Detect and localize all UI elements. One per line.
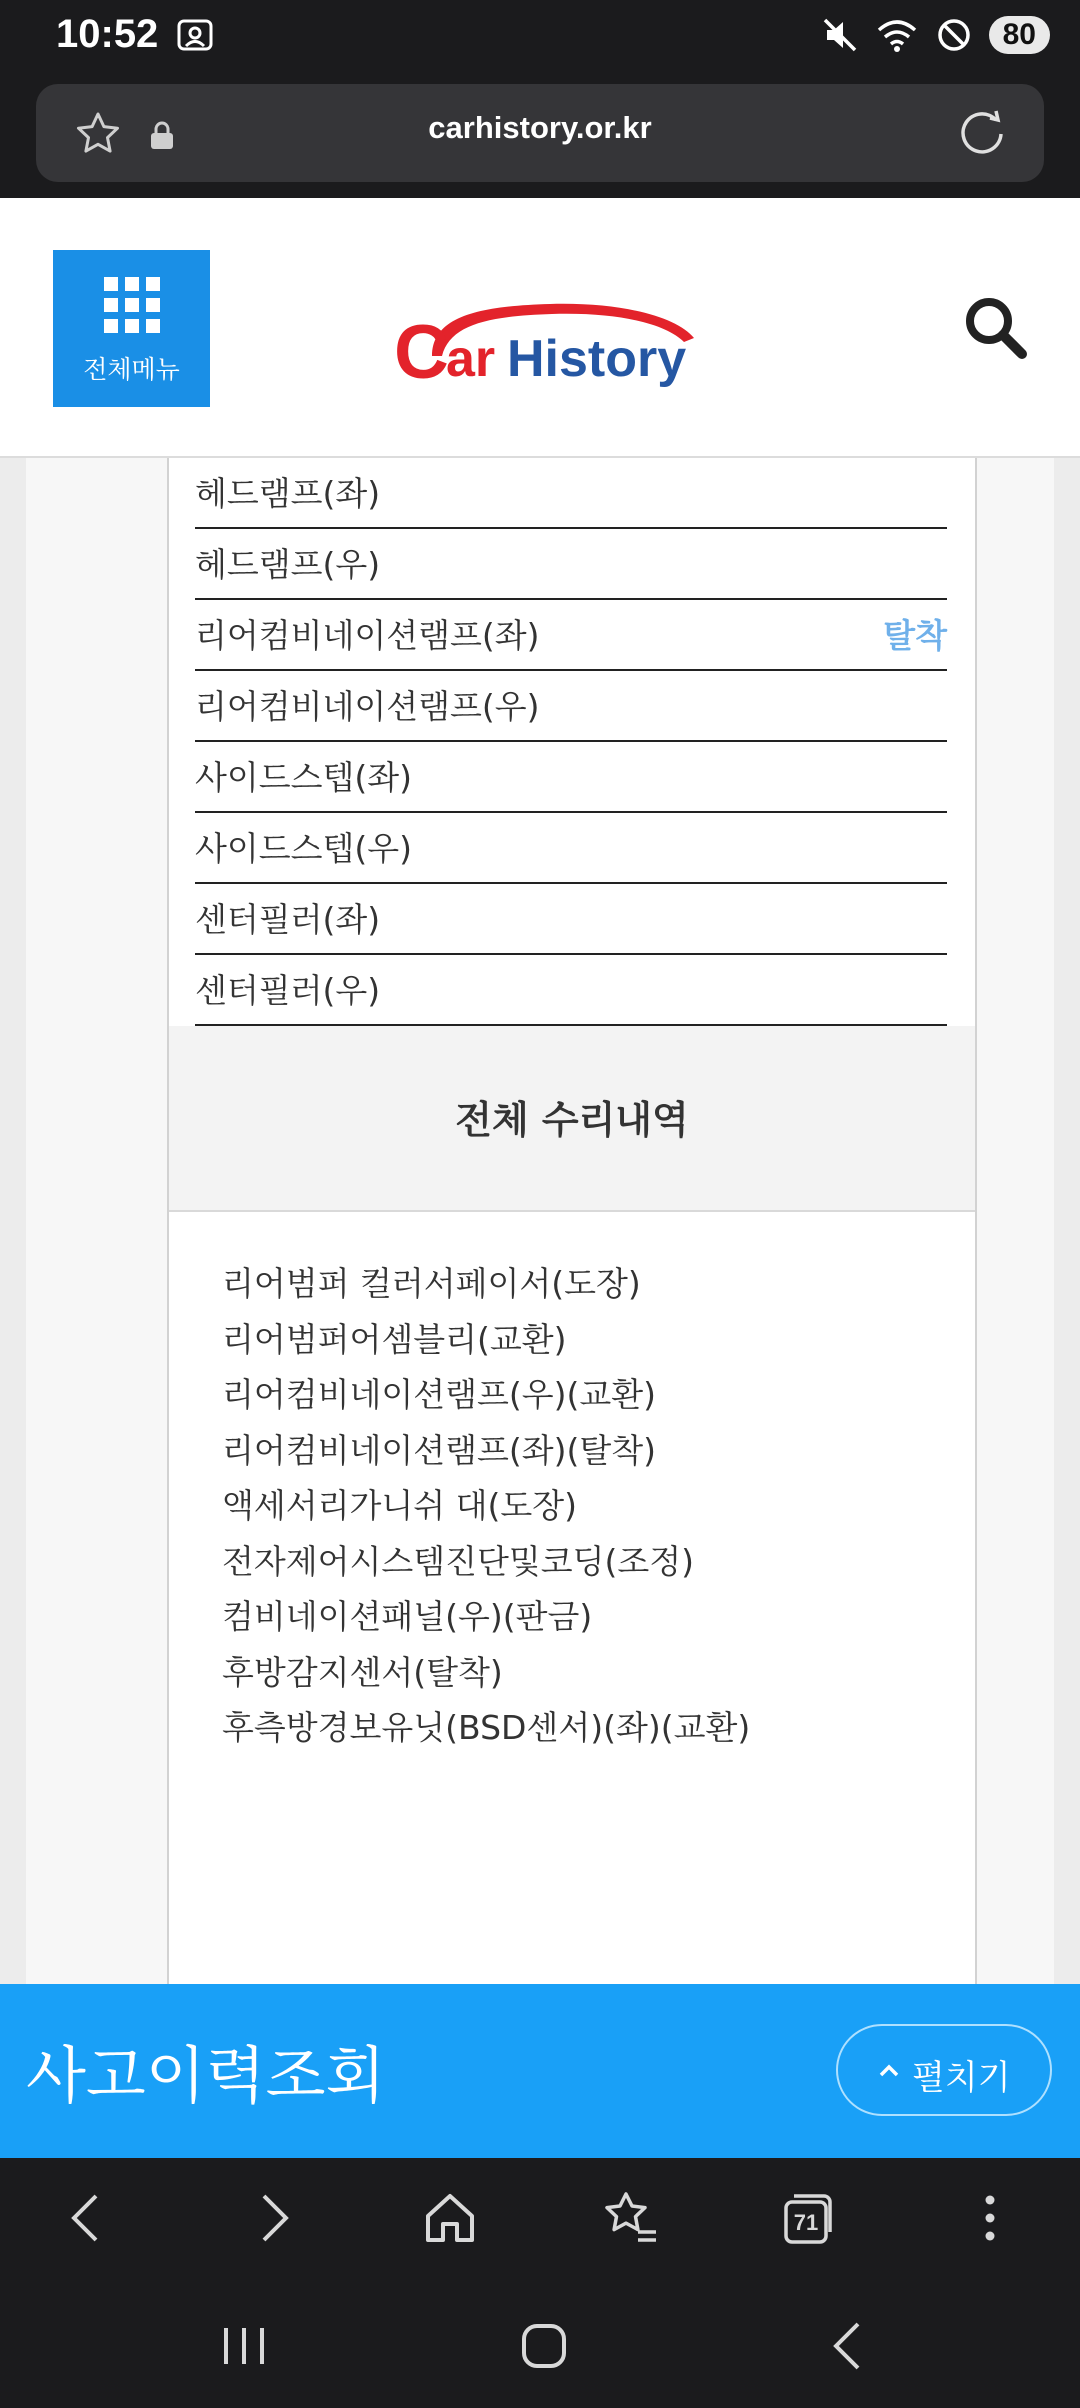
forward-icon[interactable] bbox=[242, 2188, 302, 2248]
part-row bbox=[195, 456, 947, 529]
part-row bbox=[195, 529, 947, 600]
tabs-icon[interactable] bbox=[778, 2188, 838, 2248]
do-not-disturb-icon bbox=[935, 16, 973, 54]
repair-item: 후방감지센서(탈착) bbox=[222, 1652, 503, 1692]
part-row bbox=[195, 600, 947, 671]
repair-history-header bbox=[169, 1026, 975, 1212]
expand-button[interactable] bbox=[836, 2024, 1052, 2116]
main-content bbox=[0, 456, 1080, 1984]
repair-item: 컴비네이션패널(우)(판금) bbox=[222, 1597, 593, 1636]
all-menu-label: 전체메뉴 bbox=[83, 355, 180, 384]
part-row bbox=[195, 742, 947, 813]
status-bar bbox=[0, 0, 1080, 70]
grid-icon bbox=[102, 275, 162, 335]
repair-item: 후측방경보유닛(BSD센서)(좌)(교환) bbox=[222, 1708, 751, 1747]
repair-history-list bbox=[222, 1256, 750, 1756]
repair-item: 액세서리가니쉬 대(도장) bbox=[222, 1486, 578, 1525]
expand-label: 펼치기 bbox=[912, 2058, 1011, 2098]
part-row bbox=[195, 671, 947, 742]
tab-count: 71 bbox=[793, 2210, 819, 2235]
part-name: 센터필러(좌) bbox=[195, 900, 381, 939]
screen-record-icon bbox=[176, 16, 214, 54]
repair-item: 리어컴비네이션램프(우)(교환) bbox=[222, 1375, 657, 1414]
mute-icon bbox=[821, 16, 859, 54]
part-row bbox=[195, 955, 947, 1026]
part-status: 탈착 bbox=[883, 616, 947, 655]
home-icon[interactable] bbox=[420, 2188, 480, 2248]
back-icon[interactable] bbox=[58, 2188, 118, 2248]
bookmarks-icon[interactable] bbox=[600, 2188, 660, 2248]
chevron-up-icon bbox=[878, 2062, 900, 2078]
system-navigation-bar bbox=[0, 2278, 1080, 2408]
url-text[interactable]: carhistory.or.kr bbox=[428, 110, 652, 145]
repair-item: 리어범퍼어셈블리(교환) bbox=[222, 1319, 567, 1359]
status-icons bbox=[821, 12, 1050, 58]
repair-history-title: 전체 수리내역 bbox=[455, 1098, 689, 1142]
search-icon[interactable] bbox=[962, 294, 1028, 360]
home-circle-icon[interactable] bbox=[514, 2318, 574, 2374]
banner-title: 사고이력조회 bbox=[26, 2039, 386, 2112]
part-name: 센터필러(우) bbox=[195, 971, 381, 1010]
parts-list bbox=[195, 456, 947, 1026]
part-row bbox=[195, 884, 947, 955]
repair-item: 전자제어시스템진단및코딩(조정) bbox=[222, 1541, 695, 1581]
wifi-icon bbox=[875, 16, 919, 54]
url-field[interactable] bbox=[36, 84, 1044, 182]
part-name: 사이드스텝(좌) bbox=[195, 758, 413, 797]
browser-address-bar bbox=[0, 70, 1080, 198]
browser-toolbar bbox=[0, 2158, 1080, 2278]
svg-text:History: History bbox=[507, 330, 687, 388]
report-card bbox=[167, 456, 977, 1984]
part-row bbox=[195, 813, 947, 884]
reload-icon[interactable] bbox=[956, 108, 1008, 160]
status-time: 10:52 bbox=[56, 12, 159, 56]
part-name: 리어컴비네이션램프(우) bbox=[195, 687, 540, 726]
accident-history-banner[interactable] bbox=[0, 1984, 1080, 2158]
repair-item: 리어컴비네이션램프(좌)(탈착) bbox=[222, 1430, 657, 1470]
carhistory-logo[interactable] bbox=[380, 298, 700, 408]
part-name: 리어컴비네이션램프(좌) bbox=[195, 616, 540, 655]
svg-text:ar: ar bbox=[446, 330, 496, 388]
svg-text:C: C bbox=[394, 310, 449, 395]
part-name: 헤드램프(좌) bbox=[195, 474, 381, 513]
all-menu-button[interactable] bbox=[53, 250, 210, 407]
more-icon[interactable] bbox=[960, 2188, 1020, 2248]
content-panel bbox=[26, 456, 1054, 1984]
nav-back-icon[interactable] bbox=[818, 2318, 878, 2374]
part-name: 사이드스텝(우) bbox=[195, 829, 413, 868]
battery-level: 80 bbox=[989, 16, 1050, 54]
repair-item: 리어범퍼 컬러서페이서(도장) bbox=[222, 1264, 641, 1303]
part-name: 헤드램프(우) bbox=[195, 545, 381, 584]
site-header bbox=[0, 198, 1080, 458]
recents-icon[interactable] bbox=[214, 2318, 274, 2374]
